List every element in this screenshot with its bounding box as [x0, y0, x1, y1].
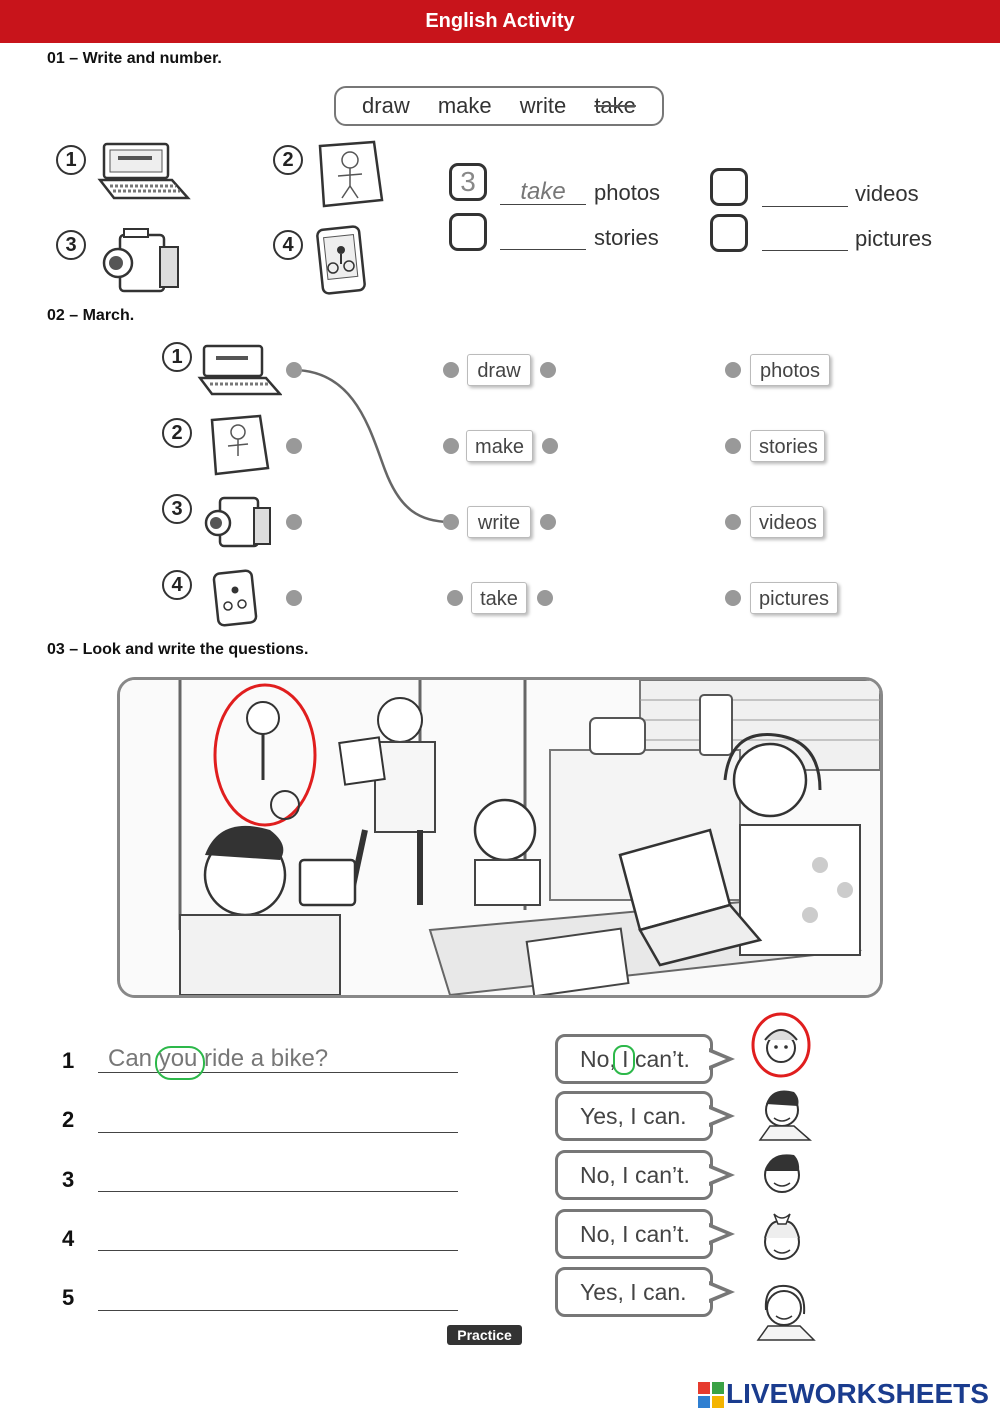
word-box: [334, 86, 664, 126]
word-write: write: [519, 93, 567, 118]
question-number-1: 1: [62, 1048, 75, 1073]
answer-text-3: No, I can’t.: [555, 1150, 713, 1200]
number-box-4[interactable]: [710, 214, 748, 252]
answer-field-2[interactable]: [762, 180, 848, 207]
number-box-1[interactable]: 3: [449, 163, 487, 201]
noun-label-3: stories: [594, 225, 659, 250]
little-girl-face-icon: [752, 1208, 812, 1270]
picture-number-1: 1: [56, 145, 86, 175]
answer-field-1[interactable]: take: [500, 178, 586, 205]
noun-label-2: videos: [855, 181, 919, 206]
answer-bubble-5: [555, 1267, 745, 1317]
match-dot-noun-2[interactable]: [725, 438, 741, 454]
noun-photos: photos: [750, 354, 830, 386]
camera-icon: [204, 490, 274, 550]
family-scene-illustration: [117, 677, 883, 998]
match-dot-verb-right-3[interactable]: [540, 514, 556, 530]
word-draw: draw: [362, 93, 410, 118]
number-box-2[interactable]: [710, 168, 748, 206]
picture-number-4: 4: [273, 230, 303, 260]
girl-face-circled-icon: [750, 1012, 812, 1078]
match-dot-verb-left-3[interactable]: [443, 514, 459, 530]
answer-bubble-2: [555, 1091, 745, 1141]
question-field-4[interactable]: [98, 1222, 458, 1251]
number-box-3[interactable]: [449, 213, 487, 251]
answer-bubble-3: [555, 1150, 745, 1200]
logo-mark-icon: [698, 1380, 726, 1408]
verb-draw: draw: [467, 354, 531, 386]
match-dot-picture-1[interactable]: [286, 362, 302, 378]
match-dot-noun-1[interactable]: [725, 362, 741, 378]
section3-title: 03 – Look and write the questions.: [47, 641, 309, 658]
match-dot-picture-3[interactable]: [286, 514, 302, 530]
question-number-2: 2: [62, 1107, 75, 1132]
match-dot-verb-left-4[interactable]: [447, 590, 463, 606]
noun-label-4: pictures: [855, 226, 933, 251]
answer-bubble-1: [555, 1034, 745, 1084]
match-number-2: 2: [162, 418, 192, 448]
question-field-1[interactable]: Can you ride a bike?: [98, 1045, 458, 1073]
picture-number-2: 2: [273, 145, 303, 175]
green-highlight-i: [613, 1045, 635, 1075]
answer-text-4: No, I can’t.: [555, 1209, 713, 1259]
page-header: English Activity: [0, 0, 1000, 43]
match-number-4: 4: [162, 570, 192, 600]
noun-pictures: pictures: [750, 582, 838, 614]
verb-take: take: [471, 582, 527, 614]
practice-badge: Practice: [447, 1325, 522, 1345]
noun-stories: stories: [750, 430, 825, 462]
match-dot-picture-4[interactable]: [286, 590, 302, 606]
question-number-5: 5: [62, 1285, 75, 1310]
answer-field-4[interactable]: [762, 224, 848, 251]
verb-make: make: [466, 430, 533, 462]
match-dot-verb-left-1[interactable]: [443, 362, 459, 378]
camera-icon: [102, 225, 184, 295]
word-take-struck: take: [594, 93, 636, 118]
question-field-3[interactable]: [98, 1163, 458, 1192]
answer-text-5: Yes, I can.: [555, 1267, 713, 1317]
question-field-2[interactable]: [98, 1104, 458, 1133]
tablet-icon: [316, 224, 368, 296]
section2-title: 02 – March.: [47, 307, 135, 324]
match-dot-verb-right-4[interactable]: [537, 590, 553, 606]
question-number-3: 3: [62, 1167, 75, 1192]
match-dot-verb-left-2[interactable]: [443, 438, 459, 454]
word-make: make: [437, 93, 492, 118]
answer-field-3[interactable]: [500, 223, 586, 250]
match-line: [285, 360, 460, 535]
match-dot-verb-right-1[interactable]: [540, 362, 556, 378]
answer-text-2: Yes, I can.: [555, 1091, 713, 1141]
match-number-1: 1: [162, 342, 192, 372]
noun-videos: videos: [750, 506, 824, 538]
drawing-icon: [206, 414, 272, 476]
laptop-icon: [96, 140, 191, 202]
match-dot-noun-4[interactable]: [725, 590, 741, 606]
drawing-icon: [312, 140, 387, 208]
picture-number-3: 3: [56, 230, 86, 260]
liveworksheets-logo: [698, 1376, 989, 1412]
laptop-icon: [196, 342, 282, 398]
mum-face-icon: [752, 1276, 822, 1342]
match-number-3: 3: [162, 494, 192, 524]
noun-label-1: photos: [594, 180, 661, 205]
question-number-4: 4: [62, 1226, 75, 1251]
match-dot-picture-2[interactable]: [286, 438, 302, 454]
answer-bubble-4: [555, 1209, 745, 1259]
verb-write: write: [467, 506, 531, 538]
green-highlight-you: [155, 1046, 205, 1080]
match-dot-noun-3[interactable]: [725, 514, 741, 530]
question-field-5[interactable]: [98, 1282, 458, 1311]
section1-title: 01 – Write and number.: [47, 50, 222, 67]
boy-face-icon: [752, 1143, 812, 1205]
match-dot-verb-right-2[interactable]: [542, 438, 558, 454]
dad-face-icon: [750, 1080, 820, 1142]
answer-text-1: No, I can’t.: [555, 1034, 713, 1084]
tablet-icon: [212, 568, 262, 628]
logo-text: LIVEWORKSHEETS: [726, 1378, 989, 1409]
